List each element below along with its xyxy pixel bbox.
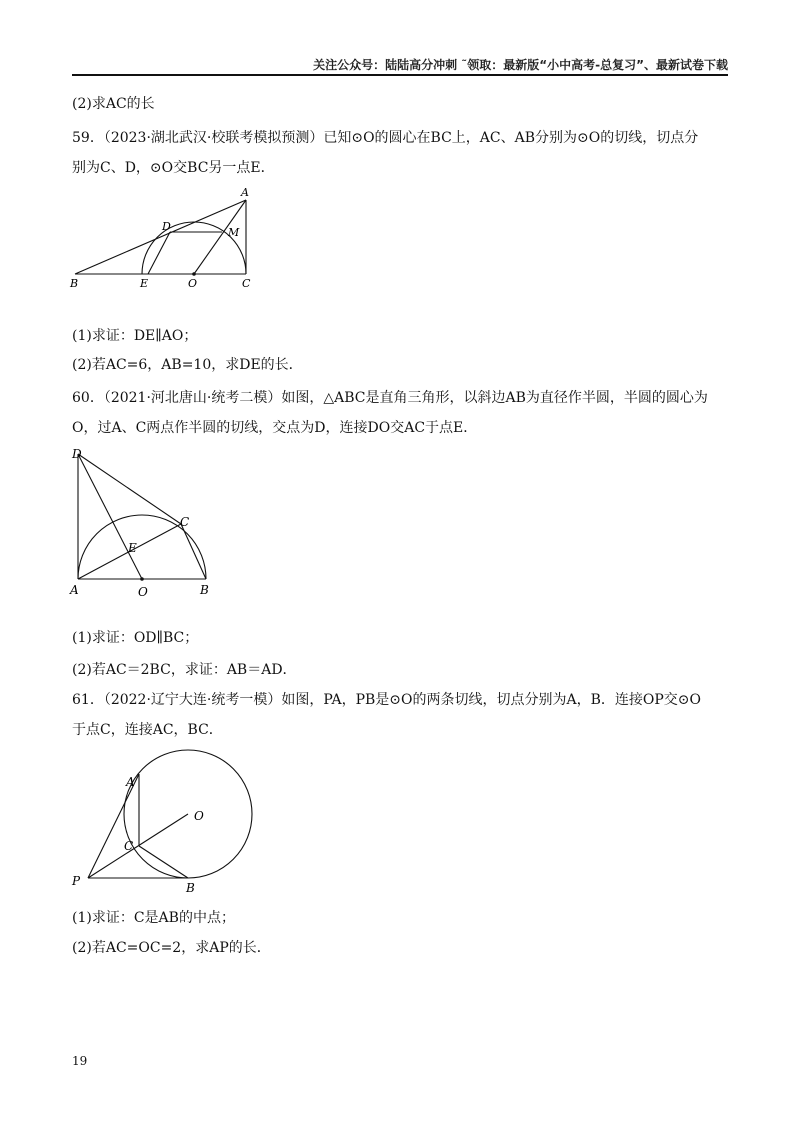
p60-label-D: D [72,447,82,461]
p59-figure [60,186,280,296]
p60-question-1: (1)求证：OD∥BC； [72,630,199,646]
p61-label-P: P [72,874,81,888]
p60-label-A: A [70,583,79,597]
p61-question-1: (1)求证：C是AB的中点； [72,910,235,926]
p59-statement-line1: 59．（2023·湖北武汉·校联考模拟预测）已知⊙O的圆心在BC上，AC、AB分别为⊙O的切线，切点分 [72,130,699,146]
p60-question-2: (2)若AC＝2BC，求证：AB＝AD． [72,662,297,678]
p61-label-B: B [186,881,195,895]
prev-question-2: (2)求AC的长 [72,96,155,112]
p59-question-1: (1)求证：DE∥AO； [72,328,198,344]
p61-label-C: C [124,839,134,853]
p61-statement-line1: 61．（2022·辽宁大连·统考一模）如图，PA，PB是⊙O的两条切线，切点分别为A，B．连接OP交⊙O [72,692,702,708]
page-header: 关注公众号：陆陆高分冲刺 ˜领取：最新版“小中高考-总复习”、最新试卷下载 [313,58,728,72]
p59-statement-line2: 别为C、D，⊙O交BC另一点E． [72,160,275,176]
p60-label-C: C [180,515,190,529]
p60-figure [64,444,224,604]
p61-label-O: O [194,809,204,823]
p61-statement-line2: 于点C，连接AC，BC． [72,722,223,738]
page-number: 19 [72,1054,88,1068]
p59-label-B: B [70,277,79,290]
p60-label-E: E [128,541,137,555]
p60-statement-line2: O，过A、C两点作半圆的切线，交点为D，连接DO交AC于点E． [72,420,478,436]
p59-label-D: D [162,220,171,233]
p61-label-A: A [126,775,135,789]
p60-label-B: B [200,583,209,597]
p59-label-A: A [241,186,249,199]
p59-label-C: C [242,277,251,290]
p60-statement-line1: 60．（2021·河北唐山·统考二模）如图，△ABC是直角三角形，以斜边AB为直径作半圆，半圆的圆心为 [72,390,708,406]
p61-figure [64,740,264,900]
p59-label-O: O [188,277,198,290]
p59-label-M: M [228,226,240,239]
p61-question-2: (2)若AC=OC=2，求AP的长． [72,940,271,956]
p59-question-2: (2)若AC=6，AB=10，求DE的长． [72,357,303,373]
header-rule [72,74,728,76]
p59-label-E: E [140,277,149,290]
p60-label-O: O [138,585,148,599]
